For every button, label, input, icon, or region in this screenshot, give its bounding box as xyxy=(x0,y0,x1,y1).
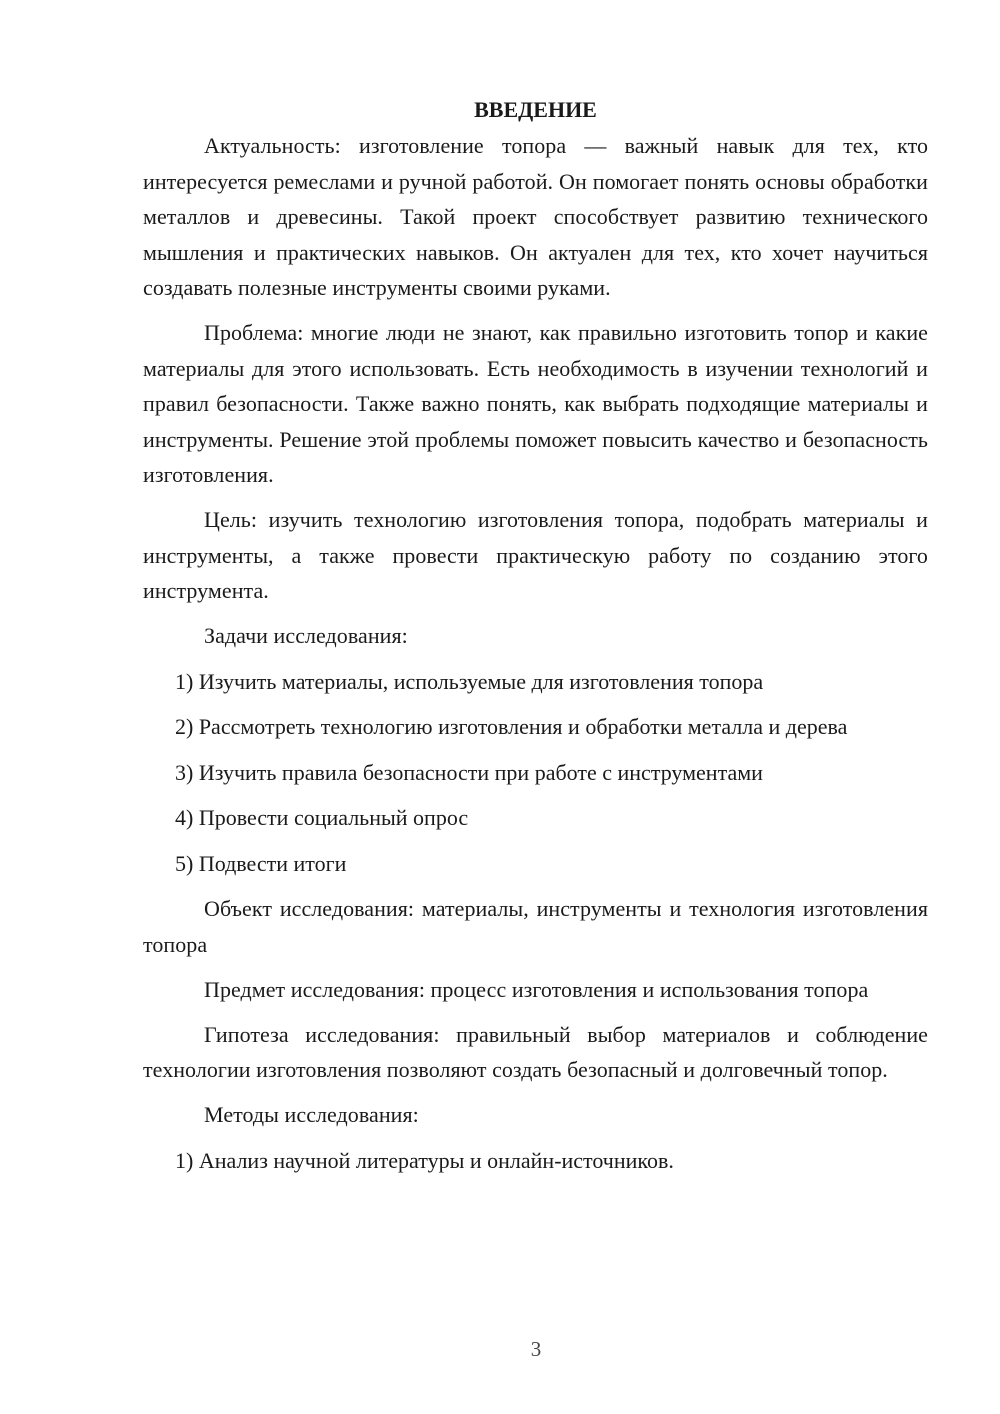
object-paragraph: Объект исследования: материалы, инструменты и технология изготовления топора xyxy=(143,896,928,957)
methods-title: Методы исследования: xyxy=(204,1102,419,1127)
task-item: 2) Рассмотреть технологию изготовления и обработки металла и дерева xyxy=(175,714,848,739)
task-item: 4) Провести социальный опрос xyxy=(175,805,469,830)
task-item: 3) Изучить правила безопасности при работе с инструментами xyxy=(175,759,763,785)
section-heading: ВВЕДЕНИЕ xyxy=(474,97,597,122)
goal-paragraph: Цель: изучить технологию изготовления топора, подобрать материалы и инструменты, а также провести практическую работу по созданию этого инструмента. xyxy=(143,507,928,603)
method-item: 1) Анализ научной литературы и онлайн-источников. xyxy=(175,1147,674,1173)
page-number: 3 xyxy=(530,1337,542,1361)
subject-paragraph: Предмет исследования: процесс изготовления и использования топора xyxy=(204,976,869,1002)
tasks-title: Задачи исследования: xyxy=(204,623,408,648)
task-item: 5) Подвести итоги xyxy=(175,850,347,876)
page-content xyxy=(143,94,928,1188)
relevance-paragraph: Актуальность: изготовление топора — важный навык для тех, кто интересуется ремеслами и ручной работой. Он помогает понять основы обработки металлов и древесины. Такой проект способствует развитию технического мышления и практических навыков. Он актуален для тех, кто хочет научиться создавать полезные инструменты своими руками. xyxy=(143,133,928,300)
task-item: 1) Изучить материалы, используемые для изготовления топора xyxy=(175,668,764,694)
hypothesis-paragraph: Гипотеза исследования: правильный выбор материалов и соблюдение технологии изготовления позволяют создать безопасный и долговечный топор. xyxy=(143,1021,928,1082)
problem-paragraph: Проблема: многие люди не знают, как правильно изготовить топор и какие материалы для этого использовать. Есть необходимость в изучении технологий и правил безопасности. Также важно понять, как выбрать подходящие материалы и инструменты. Решение этой проблемы поможет повысить качество и безопасность изготовления. xyxy=(143,320,928,487)
